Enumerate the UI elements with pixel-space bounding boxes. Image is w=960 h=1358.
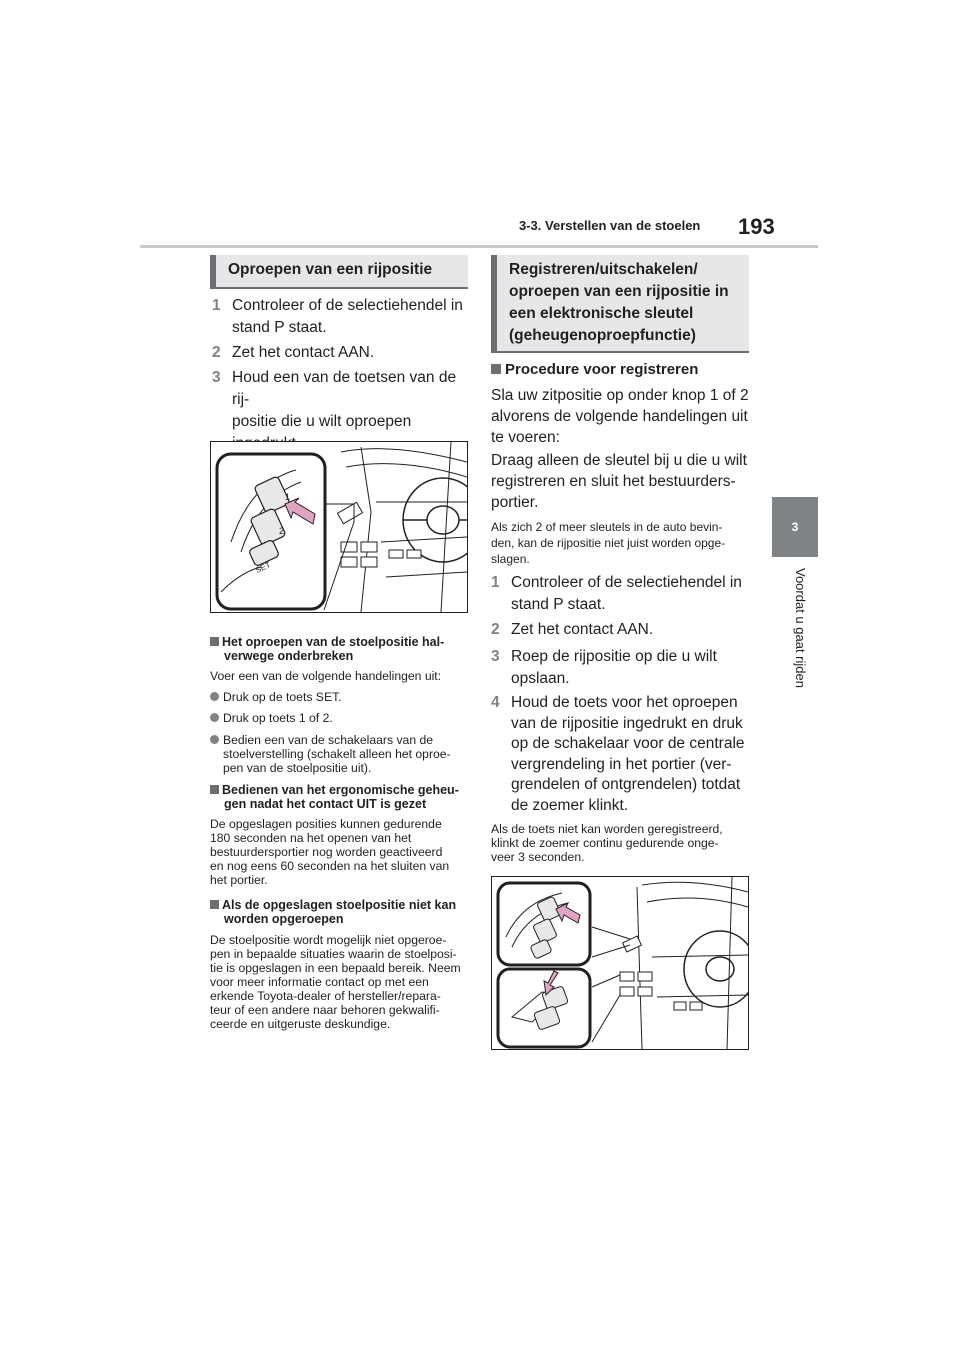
step-number: 3: [212, 369, 221, 386]
page-number: 193: [738, 214, 775, 239]
note-heading-interrupt: [210, 635, 480, 663]
bullet-item: [210, 733, 480, 777]
small-note-keys: [491, 519, 756, 567]
step-line: opslaan.: [511, 670, 570, 687]
body-line: portier.: [491, 494, 539, 511]
section-heading-line: (geheugenoproepfunctie): [509, 327, 696, 344]
step-number: 2: [491, 621, 500, 638]
body-line: teur of een andere naar behoren gekwalifi-: [210, 1003, 440, 1017]
body-line: te voeren:: [491, 429, 560, 446]
figure-illustration: [211, 442, 467, 612]
button-label-2: 2: [279, 526, 285, 536]
step-line: vergrendeling in het portier (ver-: [511, 755, 732, 773]
step-line: Controleer of de selectiehendel in: [511, 574, 742, 591]
square-bullet-icon: [210, 785, 219, 794]
body-line: registreren en sluit het bestuurders-: [491, 473, 736, 490]
button-label-set: SET: [254, 560, 272, 575]
body-line: ceerde en uitgeruste deskundige.: [210, 1017, 391, 1031]
square-bullet-icon: [210, 637, 219, 646]
procedure-heading-text: Procedure voor registreren: [505, 361, 699, 378]
step-line: stand P staat.: [232, 319, 327, 336]
bullet-text: pen van de stoelpositie uit).: [223, 761, 372, 775]
bullet-dot-icon: [210, 692, 219, 701]
step-line: Zet het contact AAN.: [232, 344, 375, 361]
body-line: Als de toets niet kan worden geregistreerd,: [491, 822, 723, 836]
step-number: 1: [212, 297, 221, 314]
step-line: de zoemer klinkt.: [511, 796, 629, 814]
body-line: en nog eens 60 seconden na het sluiten van: [210, 859, 450, 873]
body-line: Draag alleen de sleutel bij u die u wilt: [491, 452, 747, 469]
step-line: op de schakelaar voor de centrale: [511, 735, 745, 752]
body-line: den, kan de rijpositie niet juist worden opge-: [491, 536, 726, 550]
step-line: Houd de toets voor het oproepen: [511, 694, 738, 711]
note-heading-line: Het oproepen van de stoelpositie hal-: [222, 635, 445, 649]
button-label-1: 1: [285, 492, 291, 502]
body-line: slagen.: [491, 552, 530, 566]
step-line: van de rijpositie ingedrukt en druk: [511, 714, 743, 732]
note-body-cannot-recall: [210, 933, 485, 1031]
bullet-text: stoelverstelling (schakelt alleen het oproe-: [223, 747, 451, 761]
bullet-text: Druk op toets 1 of 2.: [223, 711, 333, 725]
chapter-tab: 3: [772, 497, 818, 557]
step-line: Roep de rijpositie op die u wilt: [511, 648, 717, 665]
section-heading-register: [491, 255, 749, 351]
body-line: Als zich 2 of meer sleutels in de auto bevin-: [491, 520, 723, 534]
bullet-dot-icon: [210, 735, 219, 744]
section-heading-line: oproepen van een rijpositie in: [509, 283, 729, 300]
step-number: 2: [212, 344, 221, 361]
body-line: veer 3 seconden.: [491, 850, 585, 864]
body-line: klinkt de zoemer continu gedurende onge-: [491, 836, 719, 850]
step-line: Houd een van de toetsen van de rij-: [232, 369, 457, 408]
step-number: 3: [491, 648, 500, 665]
figure-register-key: [491, 876, 749, 1050]
note-heading-line: Als de opgeslagen stoelpositie niet kan: [222, 898, 457, 912]
body-line: Sla uw zitpositie op onder knop 1 of 2: [491, 387, 749, 404]
body-line: bestuurdersportier nog worden geactiveerd: [210, 845, 443, 859]
chapter-label: Voordat u gaat rijden: [793, 568, 808, 688]
figure-illustration: [492, 877, 748, 1049]
body-line: erkende Toyota-dealer of hersteller/repara-: [210, 989, 441, 1003]
figure-seat-memory-buttons: [210, 441, 468, 613]
intro-paragraph-1: [491, 385, 756, 448]
body-line: pen in bepaalde situaties waarin de stoelposi-: [210, 947, 457, 961]
step-line: stand P staat.: [511, 596, 606, 613]
step-line: grendelen of ontgrendelen) totdat: [511, 776, 741, 793]
section-heading-line: een elektronische sleutel: [509, 305, 694, 322]
note-heading-line: gen nadat het contact UIT is gezet: [224, 797, 427, 811]
note-heading-ergonomic: [210, 783, 480, 811]
square-bullet-icon: [491, 364, 501, 374]
section-heading-line: Registreren/uitschakelen/: [509, 261, 698, 278]
body-line: 180 seconden na het openen van het: [210, 831, 412, 845]
note-heading-line: verwege onderbreken: [224, 649, 354, 663]
bottom-note-buzzer: [491, 822, 756, 864]
steering-wheel-icon: [403, 478, 467, 562]
body-line: De stoelpositie wordt mogelijk niet opgeroe-: [210, 933, 447, 947]
header-rule: [140, 245, 818, 248]
body-line: alvorens de volgende handelingen uit: [491, 408, 748, 425]
step-line: positie die u wilt oproepen: [232, 413, 412, 430]
step-line: Controleer of de selectiehendel in: [232, 297, 463, 314]
bullet-text: Druk op de toets SET.: [223, 690, 342, 704]
body-line: voor meer informatie contact op met een: [210, 975, 429, 989]
bullet-text: Bedien een van de schakelaars van de: [223, 733, 434, 747]
note-body-ergonomic: [210, 817, 480, 887]
step-number: 1: [491, 574, 500, 591]
body-line: tie is opgeslagen in een bepaald bereik. Neem: [210, 961, 461, 975]
running-header-section: 3-3. Verstellen van de stoelen: [519, 218, 701, 233]
intro-paragraph-2: [491, 450, 756, 513]
body-line: De opgeslagen posities kunnen gedurende: [210, 817, 442, 831]
note-heading-cannot-recall: [210, 898, 480, 926]
note-heading-line: Bedienen van het ergonomische geheu-: [222, 783, 459, 797]
bullet-dot-icon: [210, 713, 219, 722]
procedure-heading: [491, 361, 698, 378]
section-heading-recall-text: Oproepen van een rijpositie: [228, 261, 433, 278]
section-heading-recall: [210, 255, 468, 287]
step-line: Zet het contact AAN.: [511, 621, 654, 638]
body-line: het portier.: [210, 873, 268, 887]
note-heading-line: worden opgeroepen: [224, 912, 344, 926]
section-heading-underline: [210, 287, 468, 289]
square-bullet-icon: [210, 900, 219, 909]
step-number: 4: [491, 694, 500, 711]
section-heading-underline: [491, 351, 749, 353]
note-intro: Voer een van de volgende handelingen uit:: [210, 669, 442, 683]
